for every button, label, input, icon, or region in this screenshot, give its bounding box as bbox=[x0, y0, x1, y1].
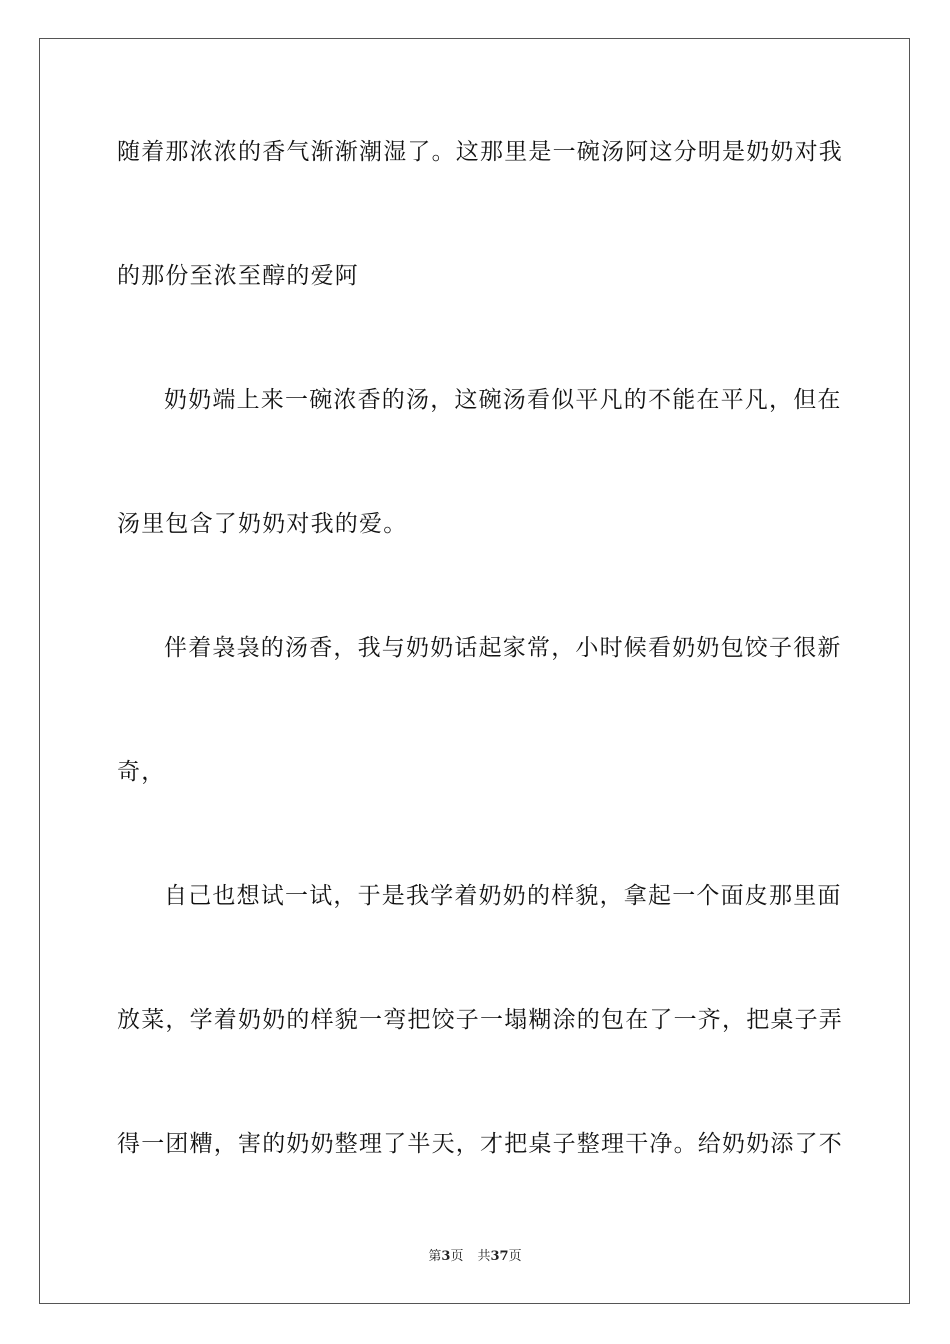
total-suffix: 页 bbox=[508, 1249, 522, 1264]
page-footer bbox=[0, 1248, 950, 1266]
paragraph-first-line: 自己也想试一试，于是我学着奶奶的样貌，拿起一个面皮那里面 bbox=[164, 883, 842, 909]
text-line: 放菜，学着奶奶的样貌一弯把饺子一塌糊涂的包在了一齐，把桌子弄 bbox=[117, 1007, 843, 1033]
text-line: 得一团糟，害的奶奶整理了半天，才把桌子整理干净。给奶奶添了不 bbox=[117, 1131, 843, 1157]
page-border bbox=[39, 38, 910, 1304]
text-line: 随着那浓浓的香气渐渐潮湿了。这那里是一碗汤阿这分明是奶奶对我 bbox=[117, 139, 843, 165]
text-line: 奇， bbox=[117, 759, 166, 785]
paragraph-first-line: 伴着袅袅的汤香，我与奶奶话起家常，小时候看奶奶包饺子很新 bbox=[164, 635, 842, 661]
page-prefix: 第 bbox=[428, 1249, 442, 1264]
total-pages: 37 bbox=[490, 1249, 509, 1264]
total-prefix: 共 bbox=[477, 1249, 491, 1264]
page-number: 3 bbox=[441, 1249, 451, 1264]
text-line: 汤里包含了奶奶对我的爱。 bbox=[117, 511, 408, 537]
paragraph-first-line: 奶奶端上来一碗浓香的汤，这碗汤看似平凡的不能在平凡，但在 bbox=[164, 387, 842, 413]
text-line: 的那份至浓至醇的爱阿 bbox=[117, 263, 359, 289]
page-suffix: 页 bbox=[450, 1249, 464, 1264]
